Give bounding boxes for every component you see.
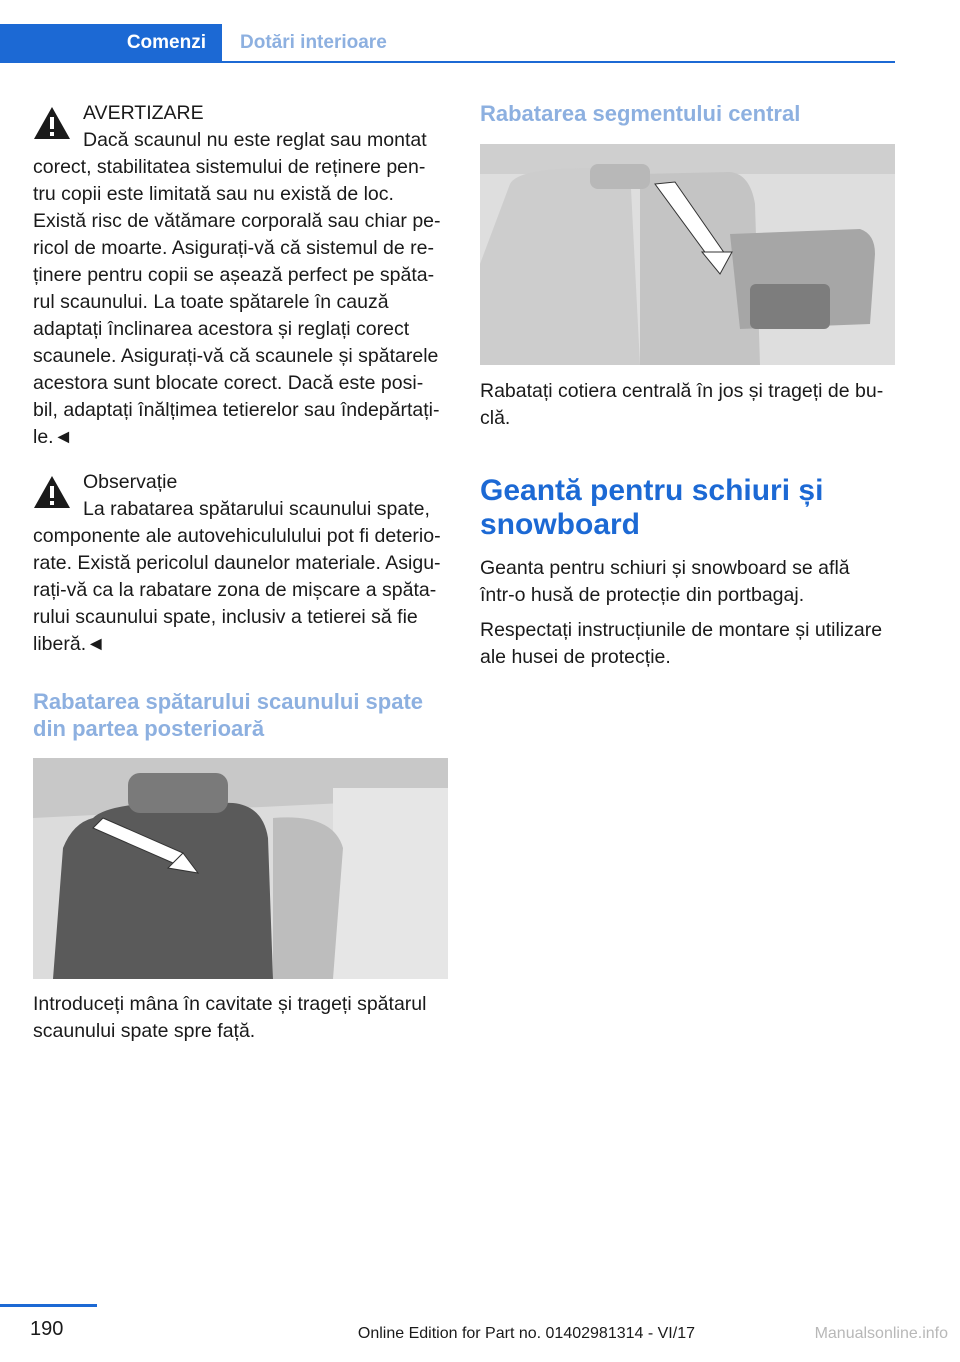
edition-text: Online Edition for Part no. 01402981314 - VI/17 (357, 1325, 695, 1342)
warning-text-line: adaptați înclinarea acestora și reglați corect (33, 318, 410, 340)
caption-line: Rabatați cotiera centrală în jos și trageți de bu‐ (480, 380, 884, 402)
watermark: Manualsonline.info (814, 1325, 948, 1342)
right-column (480, 100, 895, 671)
warning-text-line: le.◄ (33, 426, 73, 448)
caption-line: clă. (480, 407, 511, 429)
warning-triangle-icon (33, 106, 71, 140)
note-text-line: liberă.◄ (33, 633, 106, 655)
paragraph (480, 555, 895, 609)
section-subheading (33, 688, 448, 742)
rear-seat-backrest-photo (33, 758, 448, 979)
note-text-line: rate. Există pericolul daunelor materiale. Asigu‐ (33, 552, 441, 574)
note-text-line: componente ale autovehicululului pot fi deterio‐ (33, 525, 441, 547)
heading-line: snowboard (480, 508, 641, 541)
tab-dotari-interioare[interactable]: Dotări interioare (240, 31, 387, 53)
note-text-line: rați-vă ca la rabatare zona de mișcare a spăta‐ (33, 579, 437, 601)
warning-text-line: rul scaunului. La toate spătarele în cauză (33, 291, 389, 313)
note-block (33, 469, 448, 658)
paragraph-line: Geanta pentru schiuri și snowboard se află (480, 557, 850, 579)
warning-text-line: acestora sunt blocate corect. Dacă este posi‐ (33, 372, 424, 394)
warning-text-line: corect, stabilitatea sistemului de reținere pen‐ (33, 156, 426, 178)
note-text-line: La rabatarea spătarului scaunului spate, (83, 498, 430, 520)
center-segment-photo (480, 144, 895, 365)
paragraph-line: ale husei de protecție. (480, 646, 671, 668)
paragraph-line: într-o husă de protecție din portbagaj. (480, 584, 805, 606)
section-subheading: Rabatarea segmentului central (480, 101, 801, 126)
seat-illustration (480, 144, 895, 365)
section-heading (480, 474, 895, 542)
footer-divider (0, 1304, 97, 1307)
warning-text-line: bil, adaptați înălțimea tetierelor sau îndepărtați- (33, 399, 440, 421)
warning-text-line: scaunele. Asigurați-vă că scaunele și spătarele (33, 345, 439, 367)
subheading-line: Rabatarea spătarului scaunului spate (33, 689, 424, 714)
warning-text-line: ricol de moarte. Asigurați-vă că sistemul de re‐ (33, 237, 434, 259)
page-header (0, 0, 960, 62)
warning-title: AVERTIZARE (83, 102, 204, 124)
photo-caption (480, 378, 895, 432)
caption-line: Introduceți mâna în cavitate și trageți spătarul (33, 993, 427, 1015)
warning-text-line: tru copii este limitată sau nu există de loc. (33, 183, 394, 205)
note-title: Observație (83, 471, 178, 493)
tab-comenzi[interactable]: Comenzi (0, 24, 222, 61)
paragraph-line: Respectați instrucțiunile de montare și utilizare (480, 619, 883, 641)
seat-illustration (33, 758, 448, 979)
photo-caption (33, 991, 448, 1045)
subheading-line: din partea posterioară (33, 716, 265, 741)
warning-text-line: Dacă scaunul nu este reglat sau montat (83, 129, 427, 151)
page-number: 190 (30, 1318, 64, 1340)
left-column (33, 100, 448, 1045)
warning-text-line: ținere pentru copii se așează perfect pe spăta‐ (33, 264, 435, 286)
warning-triangle-icon (33, 475, 71, 509)
caption-line: scaunului spate spre față. (33, 1020, 256, 1042)
warning-text-line: Există risc de vătămare corporală sau chiar pe‐ (33, 210, 441, 232)
warning-block (33, 100, 448, 451)
heading-line: Geantă pentru schiuri și (480, 474, 824, 507)
note-text-line: rului scaunului spate, inclusiv a tetierei să fie (33, 606, 418, 628)
paragraph (480, 617, 895, 671)
header-divider (0, 61, 895, 63)
